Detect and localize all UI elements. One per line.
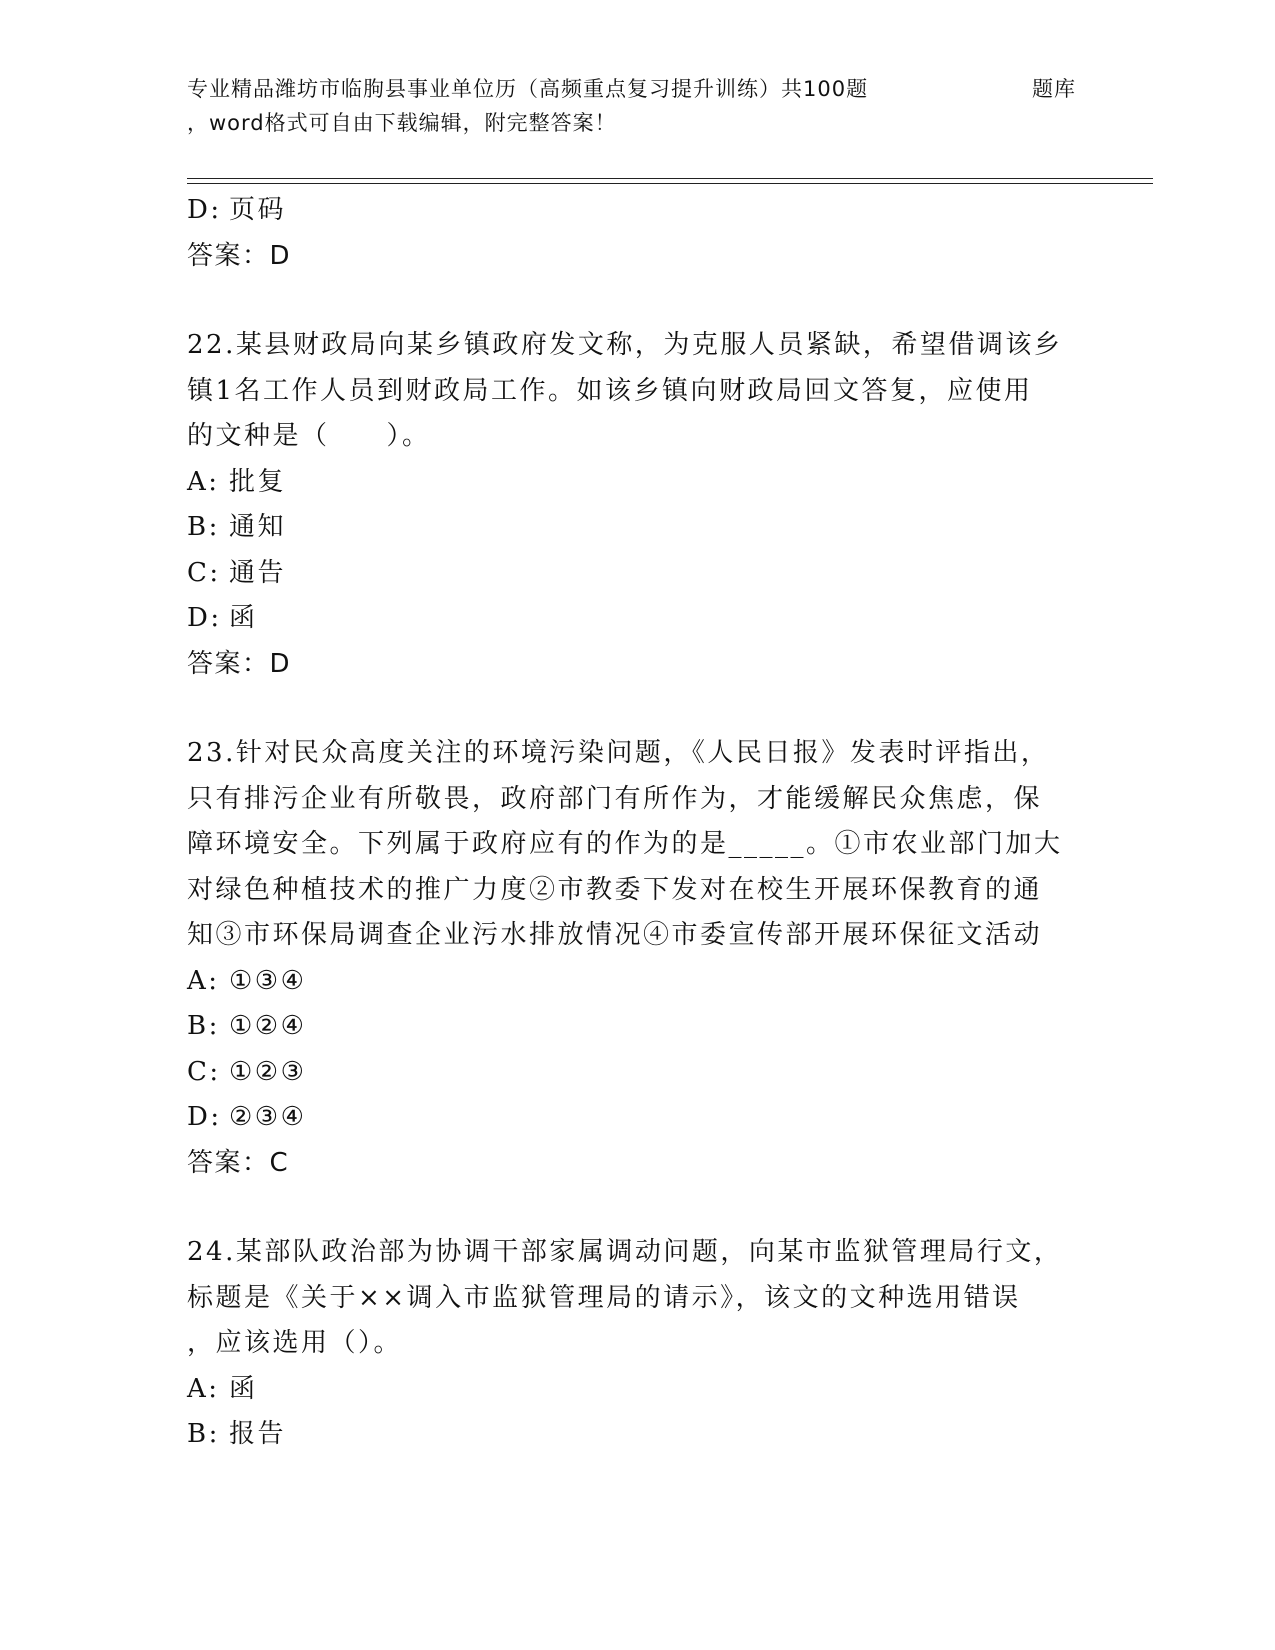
option-text: 函 — [229, 603, 258, 633]
option-d — [187, 188, 1067, 234]
option-a — [187, 460, 1067, 506]
option-text: ②③④ — [229, 1102, 307, 1132]
option-a — [187, 959, 1067, 1005]
option-letter: D: — [187, 1102, 222, 1132]
question-stem — [187, 731, 1067, 959]
stem-line: 23.针对民众高度关注的环境污染问题，《人民日报》发表时评指出， — [187, 738, 1050, 768]
page-header — [187, 72, 1087, 140]
option-letter: C: — [187, 557, 221, 588]
stem-line: 24.某部队政治部为协调干部家属调动问题，向某市监狱管理局行文， — [187, 1237, 1063, 1267]
question-23 — [187, 731, 1067, 1186]
option-letter: D: — [187, 603, 222, 633]
option-letter: A: — [187, 965, 220, 996]
stem-line: 知③市环保局调查企业污水排放情况④市委宣传部开展环保征文活动 — [187, 920, 1043, 950]
option-text: ①②③ — [229, 1056, 307, 1087]
answer-line: 答案：D — [187, 240, 292, 271]
option-letter: B: — [187, 1011, 220, 1041]
header-divider — [187, 178, 1153, 184]
option-b — [187, 1412, 1067, 1458]
header-title: 专业精品潍坊市临朐县事业单位历（高频重点复习提升训练）共100题 — [187, 77, 869, 101]
option-c — [187, 551, 1067, 597]
option-a — [187, 1367, 1067, 1413]
option-b — [187, 505, 1067, 551]
option-text: ①③④ — [229, 965, 307, 996]
option-letter: C: — [187, 1056, 221, 1087]
stem-line: 的文种是（ ）。 — [187, 421, 431, 451]
stem-line: 对绿色种植技术的推广力度②市教委下发对在校生开展环保教育的通 — [187, 874, 1043, 905]
option-d — [187, 1095, 1067, 1141]
option-letter: A: — [187, 1373, 220, 1404]
option-text: 报告 — [229, 1419, 287, 1449]
option-text: ①②④ — [229, 1011, 307, 1041]
option-letter: B: — [187, 512, 220, 542]
stem-line: ，应该选用（）。 — [187, 1328, 403, 1358]
option-b — [187, 1004, 1067, 1050]
option-text: 页码 — [229, 195, 287, 225]
option-text: 通告 — [229, 557, 287, 588]
stem-line: 只有排污企业有所敬畏，政府部门有所作为，才能缓解民众焦虑，保 — [187, 783, 1043, 814]
answer-line: 答案：C — [187, 1147, 290, 1178]
question-stem — [187, 1230, 1067, 1367]
question-24 — [187, 1230, 1067, 1458]
option-letter: B: — [187, 1419, 220, 1449]
option-c — [187, 1050, 1067, 1096]
option-letter: A: — [187, 466, 220, 497]
stem-line: 障环境安全。下列属于政府应有的作为的是_____。①市农业部门加大 — [187, 829, 1063, 859]
header-line-1 — [187, 72, 1087, 106]
question-stem — [187, 323, 1067, 460]
header-line-2: ，word格式可自由下载编辑，附完整答案！ — [187, 111, 617, 135]
option-d — [187, 596, 1067, 642]
option-text: 函 — [229, 1373, 258, 1404]
question-22 — [187, 323, 1067, 687]
stem-line: 标题是《关于××调入市监狱管理局的请示》，该文的文种选用错误 — [187, 1282, 1021, 1313]
stem-line: 22.某县财政局向某乡镇政府发文称，为克服人员紧缺，希望借调该乡 — [187, 330, 1063, 360]
answer-line: 答案：D — [187, 648, 292, 679]
stem-line: 镇1名工作人员到财政局工作。如该乡镇向财政局回文答复，应使用 — [187, 375, 1033, 406]
document-body — [187, 188, 1067, 1458]
option-text: 批复 — [229, 466, 287, 497]
option-letter: D: — [187, 195, 222, 225]
option-text: 通知 — [229, 512, 287, 542]
header-right-label: 题库 — [1032, 77, 1076, 101]
